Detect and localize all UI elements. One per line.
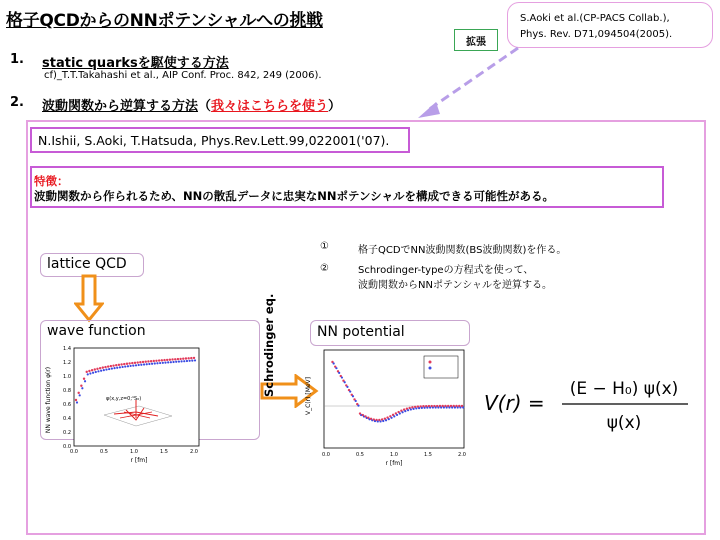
wave-point — [100, 370, 102, 372]
item-2-paren-close: ） — [328, 99, 342, 114]
nn-point — [415, 407, 417, 409]
nn-point — [349, 390, 351, 392]
wave-point — [79, 394, 81, 396]
wave-point — [130, 365, 132, 367]
wave-point — [108, 368, 110, 370]
wave-point — [116, 367, 118, 369]
wave-point — [189, 360, 191, 362]
wave-point — [180, 360, 182, 362]
item-2-label: 波動関数から逆算する方法 — [42, 99, 199, 114]
nn-point — [462, 406, 464, 408]
wave-point — [186, 360, 188, 362]
item-1-label: static quarksを駆使する方法 — [42, 56, 229, 71]
down-arrow-icon — [74, 274, 104, 324]
step-1-text: 格子QCDでNN波動関数(BS波動関数)を作る。 — [358, 245, 567, 256]
nn-potential-plot — [300, 346, 470, 468]
nn-point — [410, 408, 412, 410]
wave-ytick-label: 0.4 — [63, 416, 71, 422]
wave-point — [75, 399, 77, 401]
step-2-line1: Schrodinger-typeの方程式を使って、 — [358, 265, 534, 276]
formula-denominator: ψ(x) — [606, 413, 642, 433]
formula-numerator: (E − H₀) ψ(x) — [569, 379, 679, 399]
wave-inset-label: φ(x,y,z=0;¹S₀) — [106, 396, 142, 402]
wave-point — [185, 357, 187, 359]
wave-xtick-label: 0.0 — [70, 449, 78, 455]
dashed-arrow — [410, 44, 530, 124]
nn-point — [412, 408, 414, 410]
formula-lhs: V(r) = — [484, 391, 545, 415]
wave-point — [76, 401, 78, 403]
wave-point — [193, 357, 195, 359]
wave-point — [95, 371, 97, 373]
wave-point — [161, 359, 163, 361]
nn-point — [338, 372, 340, 374]
wave-point — [81, 387, 83, 389]
wave-point — [159, 362, 161, 364]
wave-point — [154, 362, 156, 364]
nn-point — [404, 410, 406, 412]
wave-point — [164, 362, 166, 364]
wave-point — [86, 371, 88, 373]
wave-ytick-label: 0.6 — [63, 402, 71, 408]
wave-xtick-label: 1.5 — [160, 449, 168, 455]
wave-ytick-label: 0.8 — [63, 388, 71, 394]
step-1-mark: ① — [320, 241, 329, 252]
feature-box — [30, 166, 664, 208]
nn-point — [341, 376, 343, 378]
wave-point — [179, 358, 181, 360]
feature-text: 波動関数から作られるため、NNの散乱データに忠実なNNポテンシャルを構成できる可能性がある。 — [34, 189, 554, 203]
wave-point — [153, 360, 155, 362]
nn-point — [355, 400, 357, 402]
nn-point — [385, 419, 387, 421]
nn-point — [390, 417, 392, 419]
nn-xtick-label: 1.5 — [424, 452, 432, 458]
item-1-number: 1. — [10, 52, 24, 67]
wave-point — [139, 361, 141, 363]
nn-point — [396, 414, 398, 416]
wave-point — [175, 361, 177, 363]
wave-point — [96, 368, 98, 370]
wave-point — [103, 369, 105, 371]
wave-point — [113, 367, 115, 369]
wave-point — [156, 362, 158, 364]
wave-point — [87, 373, 89, 375]
step-2-mark: ② — [320, 263, 329, 274]
wave-ytick-label: 0.2 — [63, 430, 71, 436]
wave-point — [124, 365, 126, 367]
wave-point — [143, 363, 145, 365]
nn-xtick-label: 0.5 — [356, 452, 364, 458]
wave-point — [119, 366, 121, 368]
wave-point — [80, 385, 82, 387]
nn-point — [399, 412, 401, 414]
feature-heading: 特徴： — [34, 174, 69, 188]
wave-point — [120, 363, 122, 365]
potential-formula — [484, 372, 694, 442]
wave-point — [194, 359, 196, 361]
nn-point — [344, 381, 346, 383]
reference-box-top — [507, 2, 713, 48]
wave-point — [170, 361, 172, 363]
wave-point — [105, 368, 107, 370]
wave-yticks — [63, 346, 71, 450]
wave-point — [107, 365, 109, 367]
wave-ylabel: NN wave function φ(r) — [45, 366, 52, 434]
wave-function-plot — [44, 340, 204, 465]
wave-point — [147, 360, 149, 362]
wave-point — [135, 364, 137, 366]
wave-point — [131, 362, 133, 364]
nn-xticks — [322, 452, 466, 458]
wave-point — [136, 361, 138, 363]
wave-point — [115, 364, 117, 366]
wave-point — [134, 362, 136, 364]
wave-point — [167, 361, 169, 363]
wave-point — [89, 372, 91, 374]
item-2-note: 我々はこちらを使う — [211, 99, 329, 114]
wave-point — [158, 359, 160, 361]
nn-point — [382, 420, 384, 422]
nn-xtick-label: 0.0 — [322, 452, 330, 458]
step-2-line2: 波動関数からNNポテンシャルを逆算する。 — [358, 280, 553, 291]
wave-point — [104, 366, 106, 368]
wave-point — [111, 367, 113, 369]
reference-line1: S.Aoki et al.(CP-PACS Collab.), — [520, 13, 670, 24]
wave-point — [118, 364, 120, 366]
wave-point — [140, 364, 142, 366]
nn-point — [407, 409, 409, 411]
wave-xtick-label: 1.0 — [130, 449, 138, 455]
item-2-paren-open: （ — [198, 99, 212, 114]
wave-point — [191, 360, 193, 362]
nn-xlabel: r [fm] — [385, 460, 403, 467]
nn-point — [352, 395, 354, 397]
wave-point — [155, 360, 157, 362]
nn-point — [379, 420, 381, 422]
wave-point — [91, 369, 93, 371]
step-2-text — [358, 263, 552, 293]
nn-point — [418, 407, 420, 409]
wave-point — [121, 366, 123, 368]
wave-xlabel: r [fm] — [130, 457, 148, 464]
item-2-number: 2. — [10, 95, 24, 110]
wave-point — [132, 365, 134, 367]
nn-point — [393, 415, 395, 417]
wave-point — [150, 360, 152, 362]
wave-point — [163, 359, 165, 361]
wave-point — [112, 364, 114, 366]
wave-point — [177, 358, 179, 360]
wave-point — [171, 358, 173, 360]
cf-reference: cf)_T.T.Takahashi et al., AIP Conf. Proc. 842, 249 (2006). — [44, 70, 322, 81]
wave-ytick-label: 1.2 — [63, 360, 71, 366]
wave-point — [88, 370, 90, 372]
nn-point — [401, 411, 403, 413]
wave-point — [151, 363, 153, 365]
wave-point — [123, 363, 125, 365]
wave-function-label: wave function — [47, 323, 146, 339]
wave-point — [127, 365, 129, 367]
nn-point — [333, 362, 335, 364]
wave-point — [182, 357, 184, 359]
wave-point — [166, 359, 168, 361]
wave-point — [102, 366, 104, 368]
wave-point — [190, 357, 192, 359]
wave-point — [99, 367, 101, 369]
wave-point — [128, 362, 130, 364]
wave-xticks — [70, 449, 198, 455]
nn-point — [357, 405, 359, 407]
item-2 — [42, 95, 341, 114]
extension-tag: 拡張 — [454, 29, 498, 51]
nn-legend-mark-2 — [429, 367, 432, 370]
wave-point — [142, 361, 144, 363]
wave-point — [183, 360, 185, 362]
wave-point — [172, 361, 174, 363]
wave-point — [145, 361, 147, 363]
schrodinger-label: Schrodinger eq. — [262, 293, 276, 397]
wave-point — [126, 363, 128, 365]
nn-potential-box: NN potential — [310, 320, 470, 346]
nn-xtick-label: 1.0 — [390, 452, 398, 458]
nn-point — [388, 418, 390, 420]
wave-point — [92, 372, 94, 374]
wave-point — [146, 363, 148, 365]
wave-ytick-label: 0.0 — [63, 444, 71, 450]
page-title: 格子QCDからのNNポテンシャルへの挑戦 — [6, 11, 323, 31]
wave-point — [174, 358, 176, 360]
lattice-qcd-box: lattice QCD — [40, 253, 144, 277]
paper-reference: N.Ishii, S.Aoki, T.Hatsuda, Phys.Rev.Lett.99,022001('07). — [30, 127, 410, 153]
nn-ylabel: V_C(r) [MeV] — [305, 376, 312, 416]
nn-xtick-label: 2.0 — [458, 452, 466, 458]
wave-point — [97, 370, 99, 372]
wave-point — [77, 392, 79, 394]
wave-point — [162, 362, 164, 364]
wave-point — [148, 363, 150, 365]
wave-point — [84, 380, 86, 382]
wave-point — [110, 365, 112, 367]
reference-line2: Phys. Rev. D71,094504(2005). — [520, 29, 673, 40]
nn-point — [346, 386, 348, 388]
wave-point — [94, 368, 96, 370]
wave-xtick-label: 2.0 — [190, 449, 198, 455]
wave-point — [187, 357, 189, 359]
wave-ytick-label: 1.4 — [63, 346, 71, 352]
wave-point — [169, 358, 171, 360]
wave-point — [178, 360, 180, 362]
wave-xtick-label: 0.5 — [100, 449, 108, 455]
wave-point — [138, 364, 140, 366]
wave-ytick-label: 1.0 — [63, 374, 71, 380]
wave-point — [83, 378, 85, 380]
nn-point — [335, 367, 337, 369]
nn-legend-mark-1 — [429, 361, 432, 364]
